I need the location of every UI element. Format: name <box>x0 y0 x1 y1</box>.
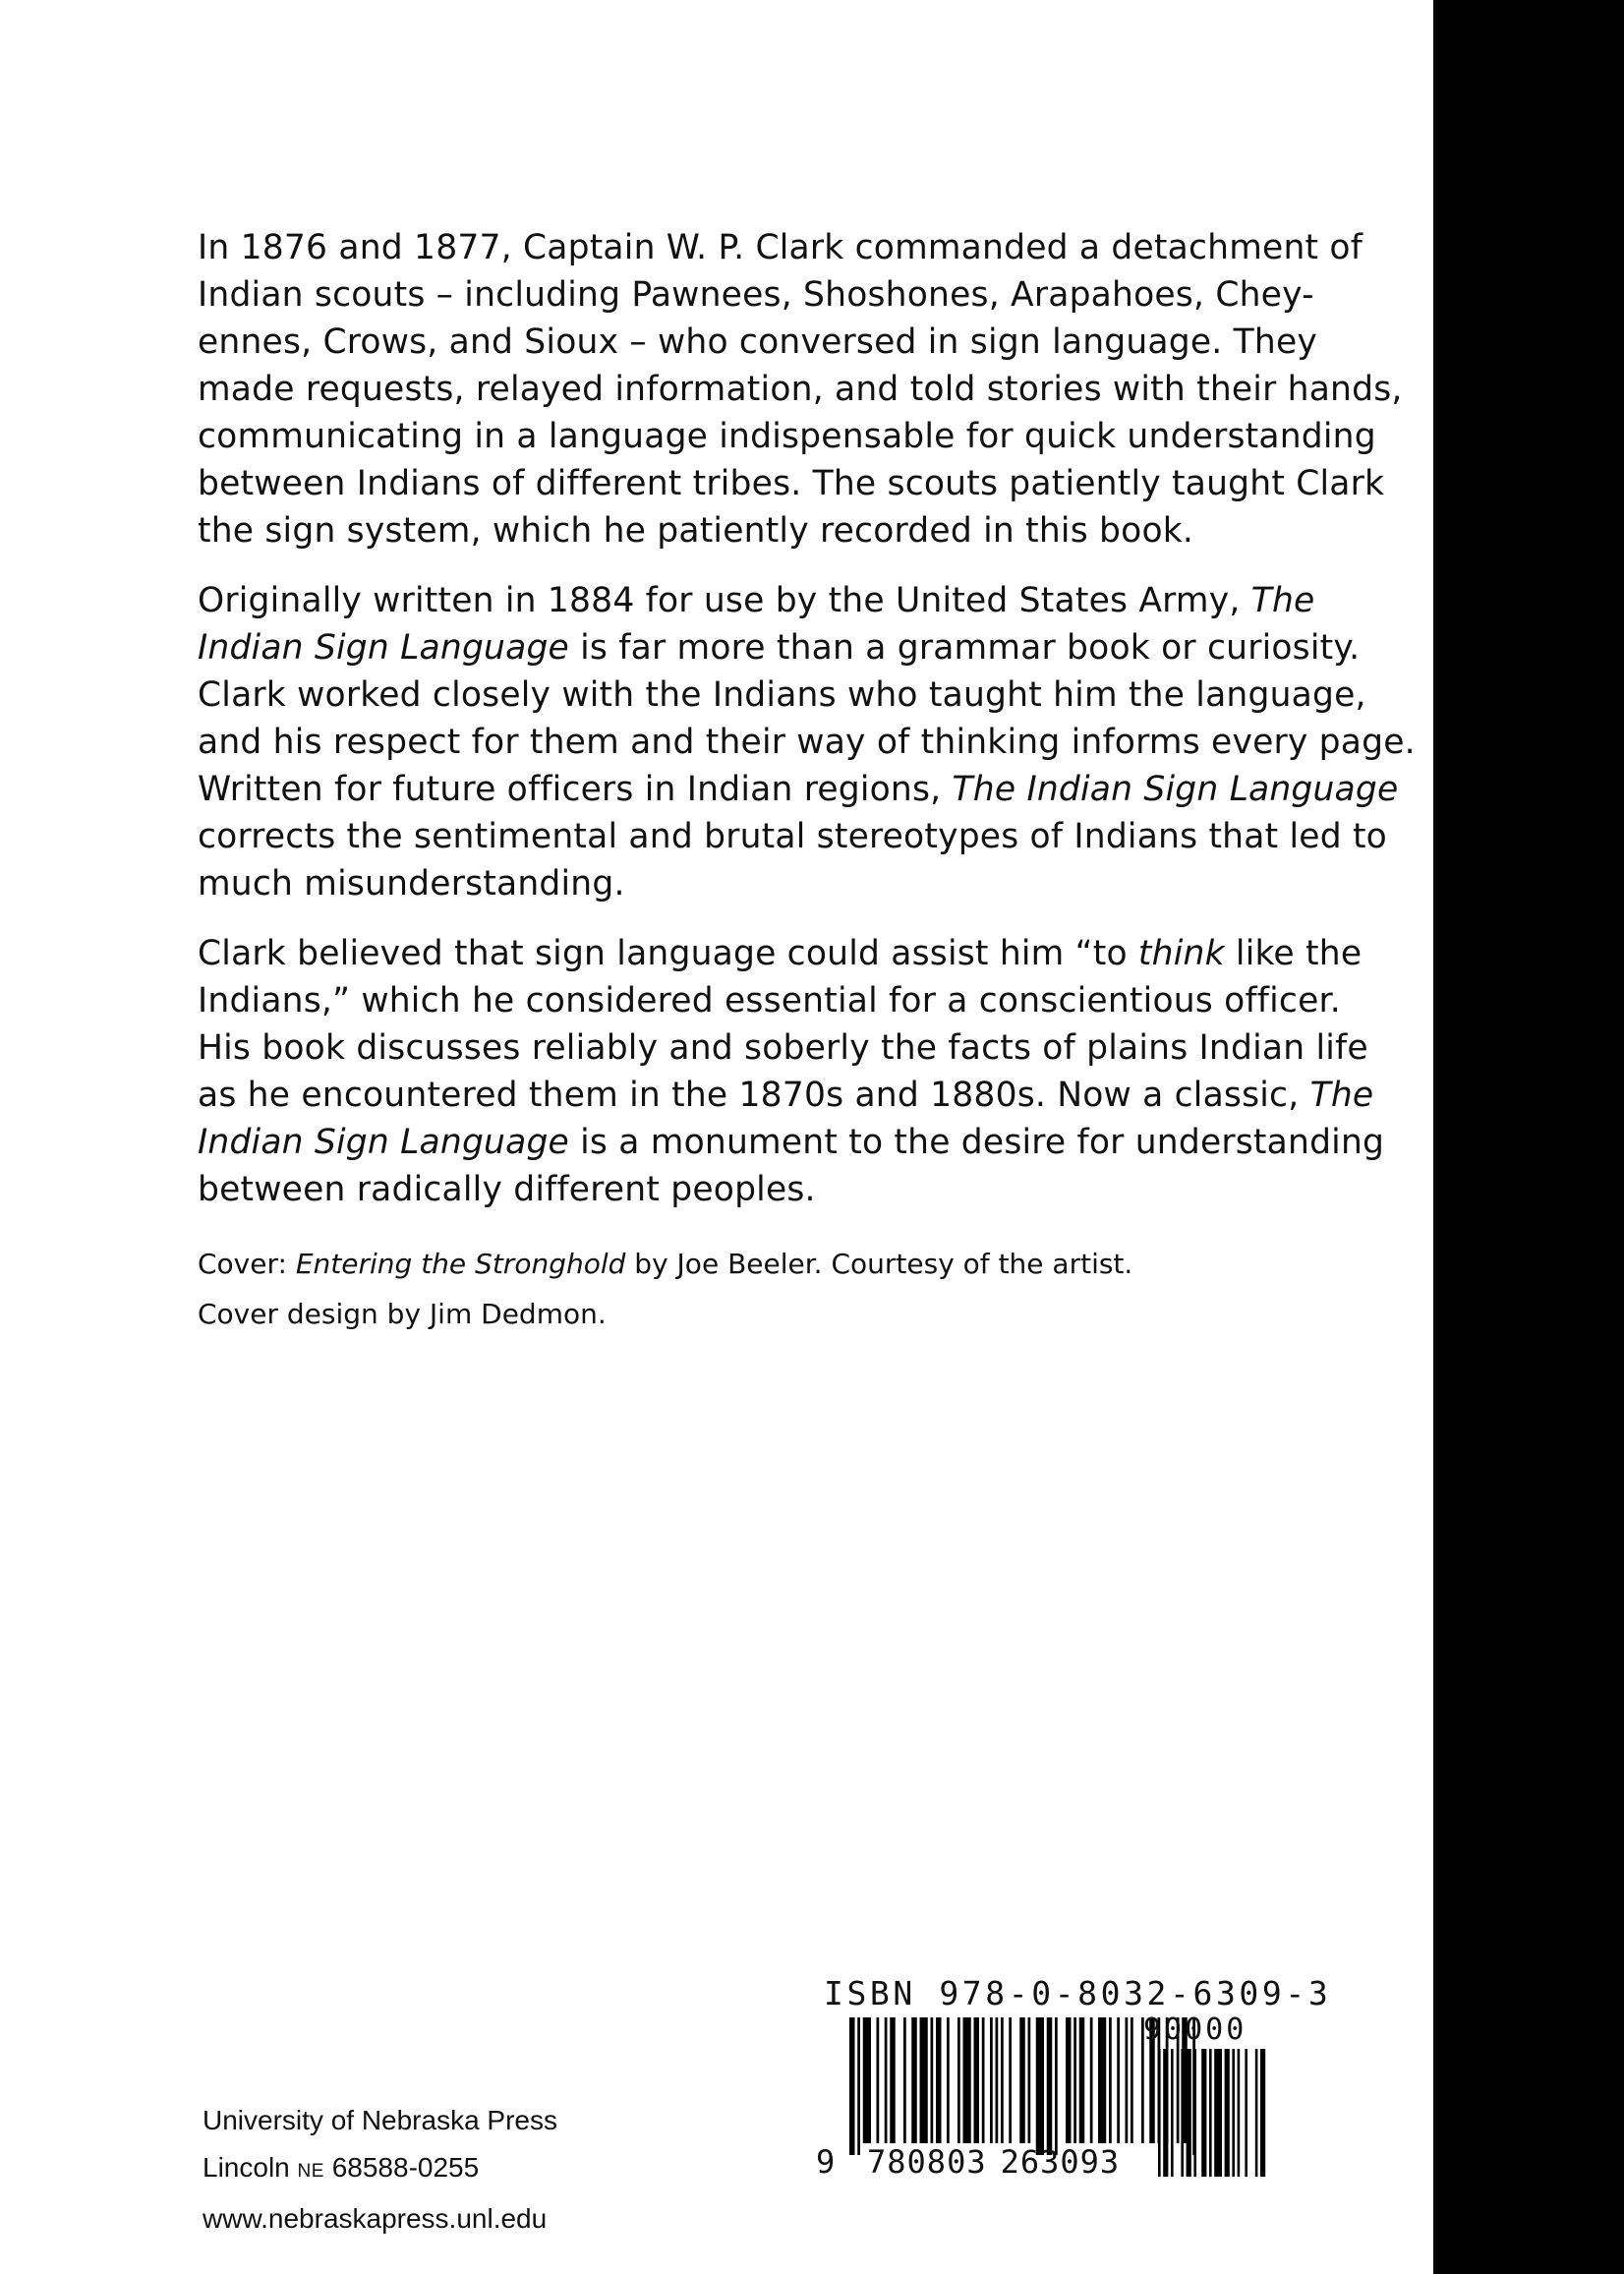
barcode-bar <box>1171 2049 1174 2177</box>
barcode-bar <box>857 2017 860 2155</box>
blurb-line: made requests, relayed information, and told stories with their hands, <box>198 370 1403 409</box>
text-run: by Joe Beeler. Courtesy of the artist. <box>625 1248 1133 1280</box>
blurb-line: Indian scouts – including Pawnees, Shoshones, Arapahoes, Chey- <box>198 275 1314 315</box>
spine-bar <box>1433 0 1624 2274</box>
state-abbrev: NE <box>297 2161 324 2182</box>
book-title-italic: The <box>1309 1076 1374 1115</box>
artwork-title-italic: Entering the Stronghold <box>295 1248 626 1280</box>
barcode-bar <box>1055 2017 1058 2155</box>
barcode-bar <box>1187 2049 1191 2177</box>
barcode-bar <box>1019 2017 1025 2143</box>
barcode-bar <box>885 2017 888 2143</box>
blurb-line: corrects the sentimental and brutal stereotypes of Indians that led to <box>198 817 1387 856</box>
emphasis-italic: think <box>1137 934 1225 973</box>
blurb-line: ennes, Crows, and Sioux – who conversed in sign language. They <box>198 322 1318 362</box>
blurb-line: Indians,” which he considered essential for a conscientious officer. <box>198 981 1341 1020</box>
barcode-bar <box>996 2017 999 2143</box>
book-title-italic: The Indian Sign Language <box>952 770 1399 809</box>
barcode-bar <box>1232 2049 1235 2177</box>
barcode-bar <box>1201 2049 1206 2177</box>
barcode-bar <box>1028 2017 1031 2143</box>
text-run: 68588-0255 <box>323 2152 480 2183</box>
barcode-bar <box>931 2017 934 2143</box>
barcode-bar <box>1047 2017 1053 2155</box>
blurb-text <box>198 224 1416 1236</box>
blurb-line <box>198 766 1399 813</box>
barcode-bar <box>1009 2017 1012 2143</box>
barcode-bar <box>1245 2049 1247 2177</box>
barcode-bar <box>1209 2049 1212 2177</box>
barcode-digit-group-2: 263093 <box>1000 2143 1121 2181</box>
barcode-bar <box>1193 2049 1196 2177</box>
barcode-bar <box>1225 2049 1230 2177</box>
barcode-bar <box>1255 2049 1258 2177</box>
cover-design-credit: Cover design by Jim Dedmon. <box>198 1298 607 1330</box>
barcode-bar <box>1090 2017 1093 2143</box>
barcode-bar <box>957 2017 960 2143</box>
text-run: is a monument to the desire for understanding <box>568 1123 1385 1162</box>
blurb-line: the sign system, which he patiently recorded in this book. <box>198 511 1194 551</box>
barcode-bar <box>1158 2049 1161 2177</box>
barcode-bar <box>1079 2017 1085 2143</box>
barcode-digit-group-1: 780803 <box>867 2143 987 2181</box>
barcode-digits <box>816 2143 1120 2181</box>
barcode-bar <box>1036 2017 1044 2155</box>
barcode-bar <box>863 2017 871 2143</box>
price-addon-label: 90000 <box>1143 2012 1247 2047</box>
blurb-line <box>198 577 1338 624</box>
isbn-barcode <box>812 1966 1332 2183</box>
blurb-line <box>198 1072 1374 1119</box>
blurb-line: In 1876 and 1877, Captain W. P. Clark commanded a detachment of <box>198 228 1363 267</box>
publisher-info <box>203 2097 557 2243</box>
blurb-line: much misunderstanding. <box>198 864 625 904</box>
barcode-bar <box>982 2017 985 2143</box>
barcode-bar <box>1001 2017 1004 2143</box>
blurb-line: between Indians of different tribes. The scouts patiently taught Clark <box>198 464 1385 503</box>
barcode-bar <box>1073 2017 1076 2143</box>
text-run: Cover: <box>198 1248 296 1280</box>
cover-credits <box>198 1245 1132 1345</box>
barcode-bar <box>1126 2017 1129 2143</box>
isbn-label: ISBN 978-0-8032-6309-3 <box>824 1974 1332 2012</box>
barcode-first-digit: 9 <box>816 2143 836 2181</box>
publisher-name: University of Nebraska Press <box>203 2105 558 2135</box>
blurb-line: Clark worked closely with the Indians who taught him the language, <box>198 675 1366 715</box>
blurb-line <box>198 1119 1385 1166</box>
barcode-bar <box>1238 2049 1241 2177</box>
barcode-bar <box>936 2017 942 2143</box>
blurb-line: between radically different peoples. <box>198 1170 816 1209</box>
text-run: Written for future officers in Indian regions, <box>198 770 953 809</box>
blurb-line <box>198 930 1363 977</box>
barcode-bar <box>963 2017 971 2143</box>
barcode-bar <box>990 2017 993 2143</box>
text-run: as he encountered them in the 1870s and 1880s. Now a classic, <box>198 1076 1310 1115</box>
blurb-line: and his respect for them and their way of thinking informs every page. <box>198 723 1416 762</box>
barcode-bar <box>1098 2017 1106 2143</box>
barcode-bar <box>1066 2017 1072 2143</box>
book-title-italic: Indian Sign Language <box>198 1123 569 1162</box>
text-run: like the <box>1224 934 1363 973</box>
barcode-bar <box>1214 2049 1222 2177</box>
text-run: Originally written in 1884 for use by the United States Army, <box>198 581 1251 620</box>
book-title-italic: The <box>1250 581 1315 620</box>
blurb-paragraph-2 <box>198 577 1416 907</box>
blurb-line <box>198 624 1361 671</box>
barcode-bar <box>947 2017 950 2143</box>
barcode-bar <box>903 2017 906 2143</box>
barcode-bar <box>877 2017 880 2143</box>
publisher-address <box>203 2144 557 2195</box>
barcode-bar <box>1117 2017 1120 2143</box>
text-run: is far more than a grammar book or curiosity. <box>568 628 1361 668</box>
blurb-line: His book discusses reliably and soberly the facts of plains Indian life <box>198 1028 1368 1068</box>
barcode-bar <box>911 2017 917 2143</box>
barcode-bar <box>920 2017 928 2143</box>
cover-art-credit <box>198 1245 1132 1284</box>
blurb-paragraph-3 <box>198 930 1385 1213</box>
barcode-bar <box>1260 2049 1265 2177</box>
barcode-bar <box>1163 2049 1168 2177</box>
barcode-bar <box>1109 2017 1112 2143</box>
blurb-paragraph-1 <box>198 224 1403 554</box>
publisher-url: www.nebraskapress.unl.edu <box>203 2203 548 2234</box>
blurb-line: communicating in a language indispensable for quick understanding <box>198 417 1376 456</box>
barcode-bar <box>849 2017 855 2155</box>
barcode-bar <box>1181 2049 1184 2177</box>
barcode-bar <box>890 2017 896 2143</box>
barcode-bar <box>1131 2017 1133 2143</box>
text-run: Lincoln <box>203 2152 298 2183</box>
barcode-bar <box>974 2017 980 2143</box>
text-run: Clark believed that sign language could assist him “to <box>198 934 1138 973</box>
book-title-italic: Indian Sign Language <box>198 628 569 668</box>
